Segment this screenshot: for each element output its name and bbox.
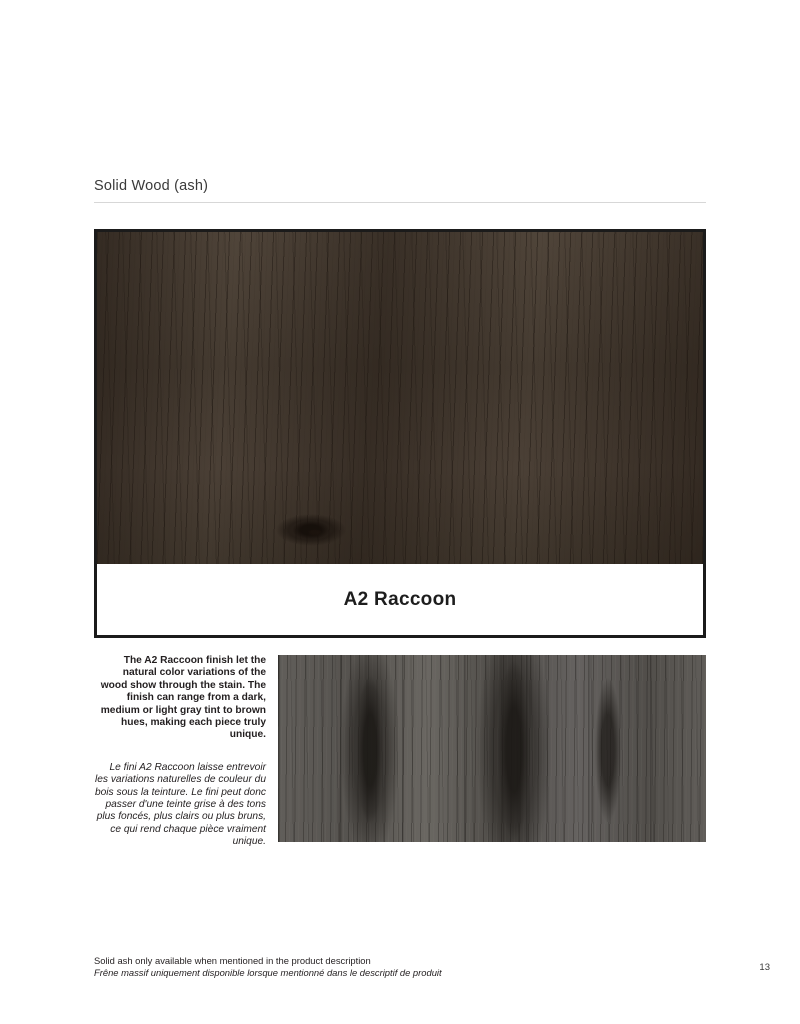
description-english: The A2 Raccoon finish let the natural color variations of the wood show through the stain. The finish can range from a dark, medium or light gray tint to brown hues, making each piece truly unique. [100, 655, 266, 741]
swatch-label-bar [97, 564, 703, 635]
swatch-panel [94, 229, 706, 638]
description-french: Le fini A2 Raccoon laisse entrevoir les variations naturelles de couleur du bois sous la teinture. Le fini peut donc passer d'une teinte grise à des tons plus foncés, plus clairs ou plus bruns, ce qui rend chaque pièce vraiment unique. [94, 761, 266, 848]
swatch-name: A2 Raccoon [343, 588, 457, 610]
page-title: Solid Wood (ash) [94, 178, 209, 194]
footer-note-english: Solid ash only available when mentioned in the product description [94, 955, 371, 966]
footer-note-french: Frêne massif uniquement disponible lorsque mentionné dans le descriptif de produit [94, 966, 442, 978]
description-column [94, 655, 266, 849]
page-number: 13 [759, 962, 770, 973]
wood-swatch-image [97, 232, 703, 570]
footer [94, 955, 654, 978]
plank-sample-image [278, 655, 706, 842]
title-divider [94, 202, 706, 203]
